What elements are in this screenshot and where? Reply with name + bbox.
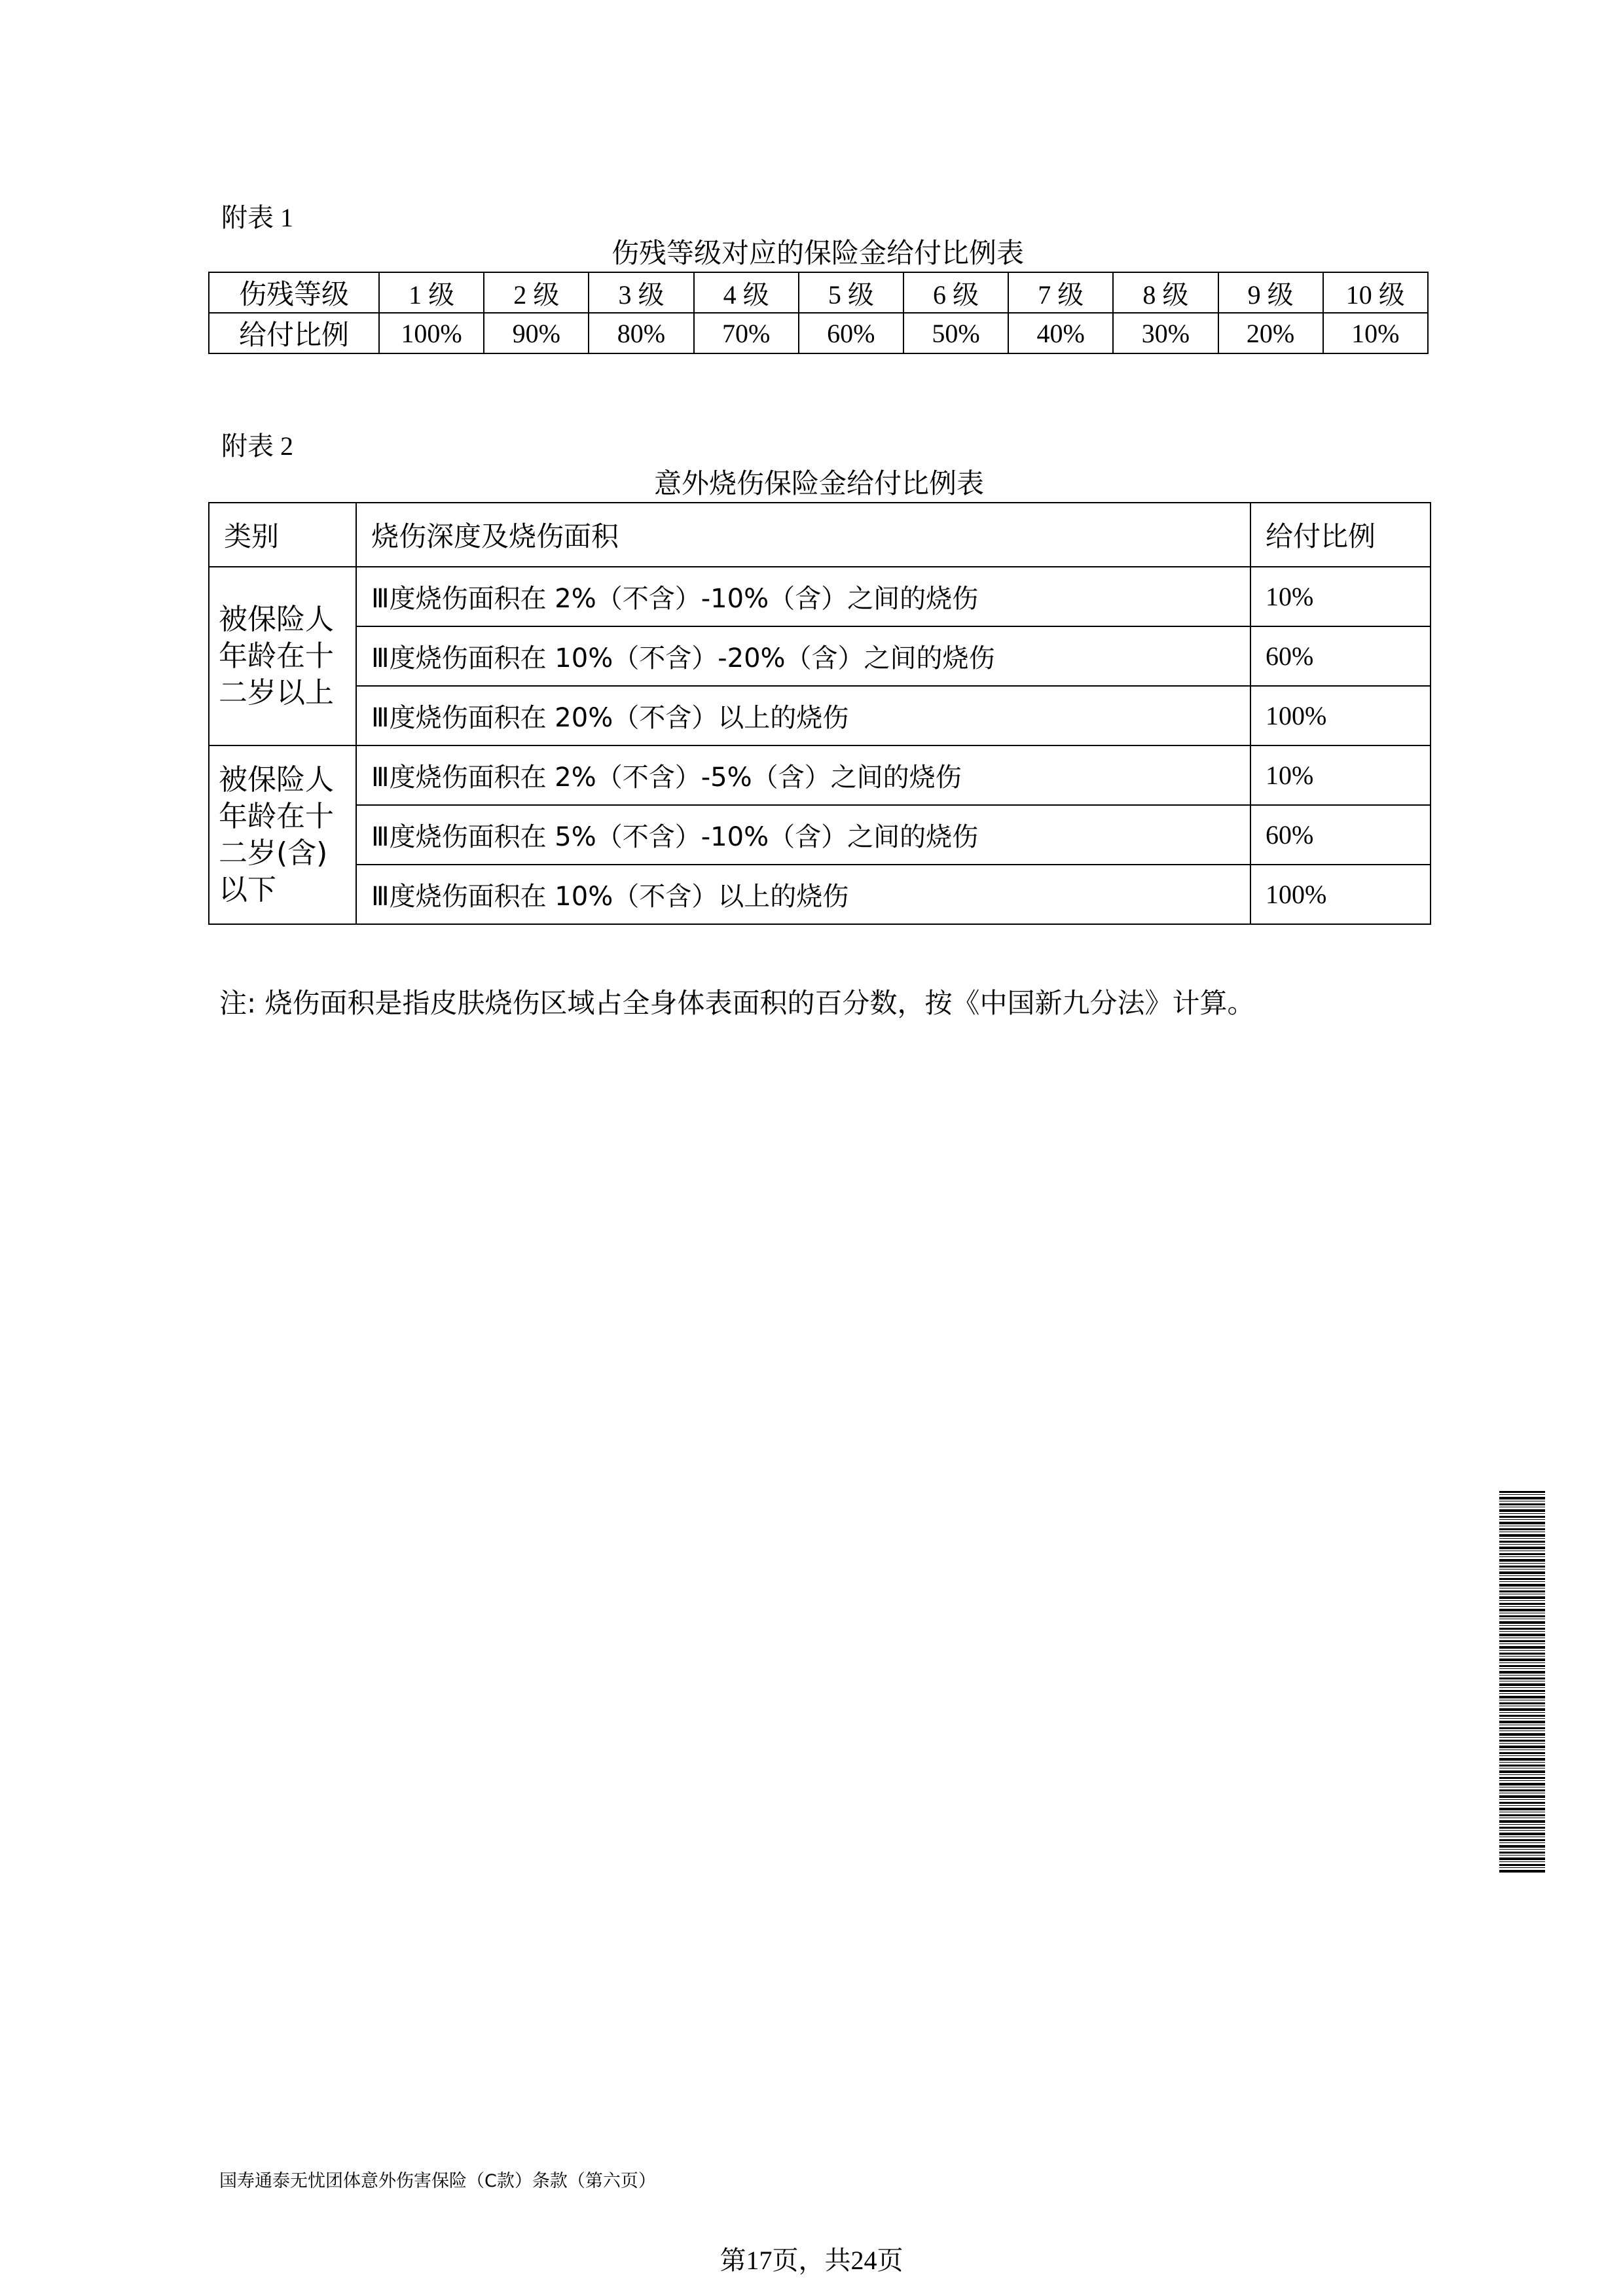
burn-description-cell: Ⅲ度烧伤面积在 2%（不含）-10%（含）之间的烧伤 bbox=[356, 567, 1250, 626]
note-text: 注: 烧伤面积是指皮肤烧伤区域占全身体表面积的百分数，按《中国新九分法》计算。 bbox=[219, 987, 1255, 1019]
category-cell: 被保险人年龄在十二岁以上 bbox=[209, 567, 356, 745]
table-cell: 8 级 bbox=[1113, 272, 1218, 313]
table-cell: 100% bbox=[379, 313, 484, 353]
disability-ratio-table bbox=[208, 272, 1429, 354]
header-category: 类别 bbox=[209, 503, 356, 567]
table-row bbox=[209, 626, 1431, 686]
payout-ratio-cell: 60% bbox=[1250, 805, 1431, 865]
table-row bbox=[209, 865, 1431, 924]
table-cell: 20% bbox=[1218, 313, 1323, 353]
page-number: 第17页，共24页 bbox=[720, 2246, 903, 2275]
table-row bbox=[209, 272, 1428, 313]
table-cell: 40% bbox=[1008, 313, 1113, 353]
table-cell: 70% bbox=[694, 313, 799, 353]
table-row bbox=[209, 805, 1431, 865]
table-header-row bbox=[209, 503, 1431, 567]
table-cell: 50% bbox=[903, 313, 1008, 353]
table-cell: 3 级 bbox=[589, 272, 693, 313]
row-header-ratio: 给付比例 bbox=[209, 313, 379, 353]
table-row bbox=[209, 567, 1431, 626]
burn-ratio-table bbox=[208, 502, 1431, 925]
table-cell: 1 级 bbox=[379, 272, 484, 313]
burn-description-cell: Ⅲ度烧伤面积在 2%（不含）-5%（含）之间的烧伤 bbox=[356, 745, 1250, 805]
appendix2-label: 附表 2 bbox=[221, 431, 293, 461]
payout-ratio-cell: 100% bbox=[1250, 686, 1431, 745]
payout-ratio-cell: 10% bbox=[1250, 745, 1431, 805]
table-row bbox=[209, 745, 1431, 805]
category-cell: 被保险人年龄在十二岁(含)以下 bbox=[209, 745, 356, 924]
appendix1-title: 伤残等级对应的保险金给付比例表 bbox=[611, 237, 1024, 269]
table-cell: 7 级 bbox=[1008, 272, 1113, 313]
row-header-level: 伤残等级 bbox=[209, 272, 379, 313]
payout-ratio-cell: 60% bbox=[1250, 626, 1431, 686]
table-cell: 5 级 bbox=[799, 272, 903, 313]
burn-description-cell: Ⅲ度烧伤面积在 10%（不含）以上的烧伤 bbox=[356, 865, 1250, 924]
document-footer: 国寿通泰无忧团体意外伤害保险（C款）条款（第六页） bbox=[219, 2171, 656, 2191]
table-cell: 2 级 bbox=[484, 272, 589, 313]
appendix2-title: 意外烧伤保险金给付比例表 bbox=[653, 467, 984, 499]
burn-description-cell: Ⅲ度烧伤面积在 5%（不含）-10%（含）之间的烧伤 bbox=[356, 805, 1250, 865]
table-cell: 10 级 bbox=[1323, 272, 1428, 313]
table-cell: 10% bbox=[1323, 313, 1428, 353]
table-cell: 30% bbox=[1113, 313, 1218, 353]
appendix1-label: 附表 1 bbox=[221, 203, 293, 232]
header-burn-description: 烧伤深度及烧伤面积 bbox=[356, 503, 1250, 567]
payout-ratio-cell: 10% bbox=[1250, 567, 1431, 626]
table-cell: 80% bbox=[589, 313, 693, 353]
table-row bbox=[209, 313, 1428, 353]
table-cell: 9 级 bbox=[1218, 272, 1323, 313]
burn-description-cell: Ⅲ度烧伤面积在 20%（不含）以上的烧伤 bbox=[356, 686, 1250, 745]
barcode-image bbox=[1499, 1491, 1545, 1873]
table-cell: 60% bbox=[799, 313, 903, 353]
table-cell: 4 级 bbox=[694, 272, 799, 313]
header-payout-ratio: 给付比例 bbox=[1250, 503, 1431, 567]
table-cell: 90% bbox=[484, 313, 589, 353]
table-row bbox=[209, 686, 1431, 745]
table-cell: 6 级 bbox=[903, 272, 1008, 313]
payout-ratio-cell: 100% bbox=[1250, 865, 1431, 924]
burn-description-cell: Ⅲ度烧伤面积在 10%（不含）-20%（含）之间的烧伤 bbox=[356, 626, 1250, 686]
